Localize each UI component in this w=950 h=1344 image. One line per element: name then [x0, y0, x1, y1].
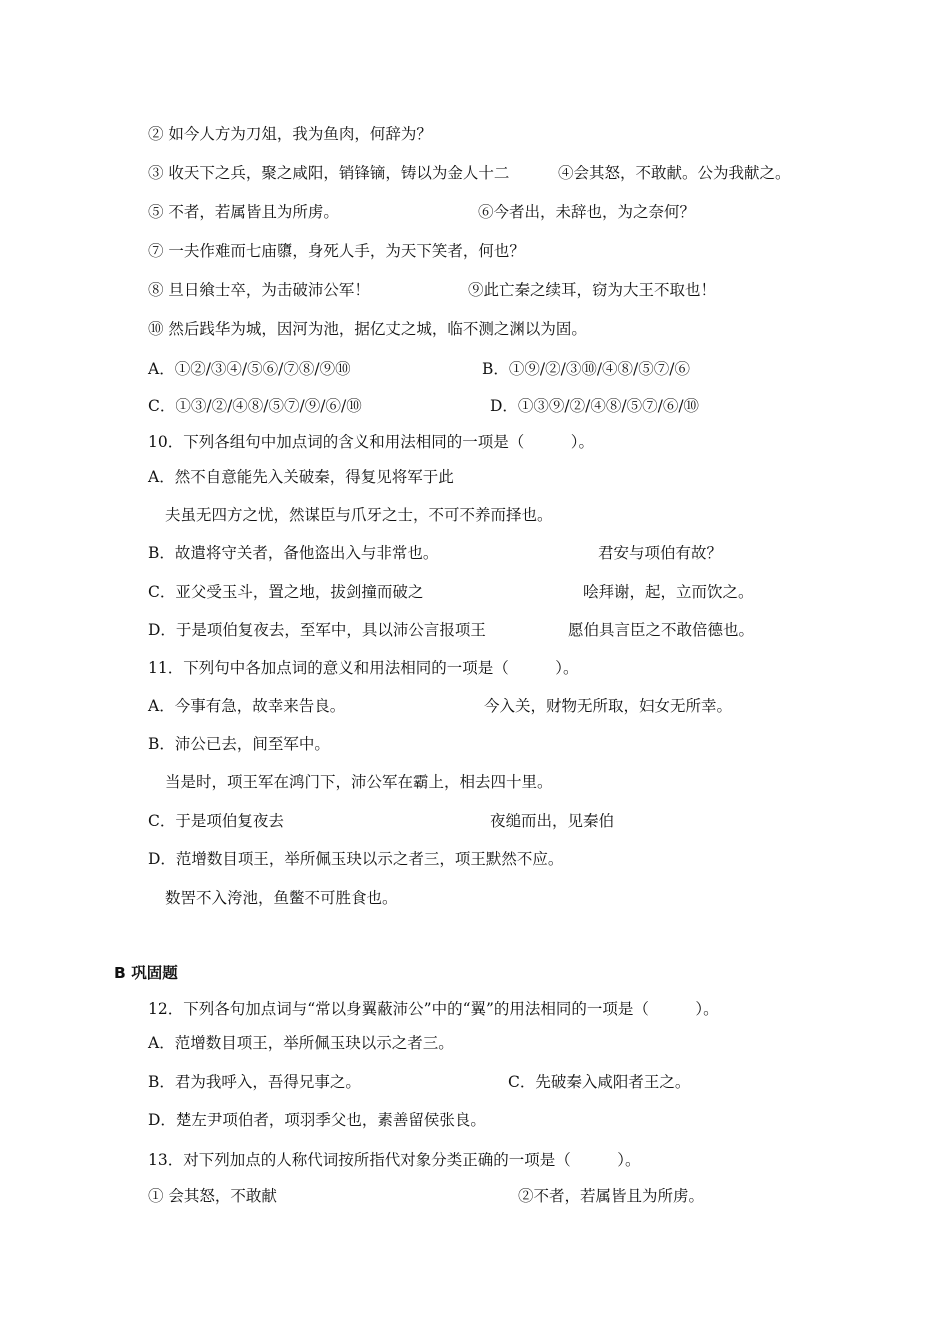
- option-d: D．楚左尹项伯者，项羽季父也，素善留侯张良。: [148, 1111, 486, 1129]
- question-11: 11．下列句中各加点词的意义和用法相同的一项是（ ）。: [148, 659, 579, 677]
- option-d: D．于是项伯复夜去，至军中，具以沛公言报项王: [148, 621, 486, 639]
- option-d: D．①③⑨/②/④⑧/⑤⑦/⑥/⑩: [490, 397, 700, 415]
- text-line: ② 如今人方为刀俎，我为鱼肉，何辞为？: [148, 125, 432, 143]
- option-b: B．①⑨/②/③⑩/④⑧/⑤⑦/⑥: [482, 360, 691, 378]
- text-line: 君安与项伯有故？: [598, 544, 723, 562]
- text-line: 夜缒而出，见秦伯: [490, 812, 615, 830]
- option-a: A．然不自意能先入关破秦，得复见将军于此: [148, 468, 454, 486]
- text-line: 夫虽无四方之忧，然谋臣与爪牙之士，不可不养而择也。: [165, 506, 553, 524]
- question-12: 12．下列各句加点词与“常以身翼蔽沛公”中的“翼”的用法相同的一项是（ ）。: [148, 1000, 719, 1018]
- option-c: C．亚父受玉斗，置之地，拔剑撞而破之: [148, 583, 424, 601]
- option-c: C．先破秦入咸阳者王之。: [508, 1073, 691, 1091]
- text-line: ⑤ 不者，若属皆且为所虏。: [148, 203, 339, 221]
- text-line: 今入关，财物无所取，妇女无所幸。: [484, 697, 733, 715]
- option-a: A．今事有急，故幸来告良。: [148, 697, 346, 715]
- section-heading: B 巩固题: [114, 964, 178, 982]
- text-line: 当是时，项王军在鸿门下，沛公军在霸上，相去四十里。: [165, 773, 553, 791]
- question-13: 13．对下列加点的人称代词按所指代对象分类正确的一项是（ ）。: [148, 1151, 641, 1169]
- option-a: A．范增数目项王，举所佩玉玦以示之者三。: [148, 1034, 454, 1052]
- text-line: ⑦ 一夫作难而七庙隳，身死人手，为天下笑者，何也？: [148, 242, 525, 260]
- question-10: 10．下列各组句中加点词的含义和用法相同的一项是（ ）。: [148, 433, 594, 451]
- text-line: ① 会其怒，不敢献: [148, 1187, 277, 1205]
- option-c: C．于是项伯复夜去: [148, 812, 284, 830]
- text-line: 数罟不入洿池，鱼鳖不可胜食也。: [165, 889, 398, 907]
- text-line: ③ 收天下之兵，聚之咸阳，销锋镝，铸以为金人十二: [148, 164, 510, 182]
- text-line: ②不者，若属皆且为所虏。: [518, 1187, 705, 1205]
- option-b: B．故遣将守关者，备他盗出入与非常也。: [148, 544, 439, 562]
- option-d: D．范增数目项王，举所佩玉玦以示之者三，项王默然不应。: [148, 850, 564, 868]
- option-a: A．①②/③④/⑤⑥/⑦⑧/⑨⑩: [148, 360, 351, 378]
- option-c: C．①③/②/④⑧/⑤⑦/⑨/⑥/⑩: [148, 397, 362, 415]
- text-line: ⑨此亡秦之续耳，窃为大王不取也！: [468, 281, 717, 299]
- text-line: 愿伯具言臣之不敢倍德也。: [568, 621, 755, 639]
- option-b: B．沛公已去，间至军中。: [148, 735, 330, 753]
- text-line: ⑥今者出，未辞也，为之奈何？: [478, 203, 696, 221]
- text-line: ⑩ 然后践华为城，因河为池，据亿丈之城，临不测之渊以为固。: [148, 320, 587, 338]
- text-line: 哙拜谢，起，立而饮之。: [583, 583, 754, 601]
- option-b: B．君为我呼入，吾得兄事之。: [148, 1073, 361, 1091]
- text-line: ⑧ 旦日飨士卒，为击破沛公军！: [148, 281, 370, 299]
- text-line: ④会其怒，不敢献。公为我献之。: [558, 164, 791, 182]
